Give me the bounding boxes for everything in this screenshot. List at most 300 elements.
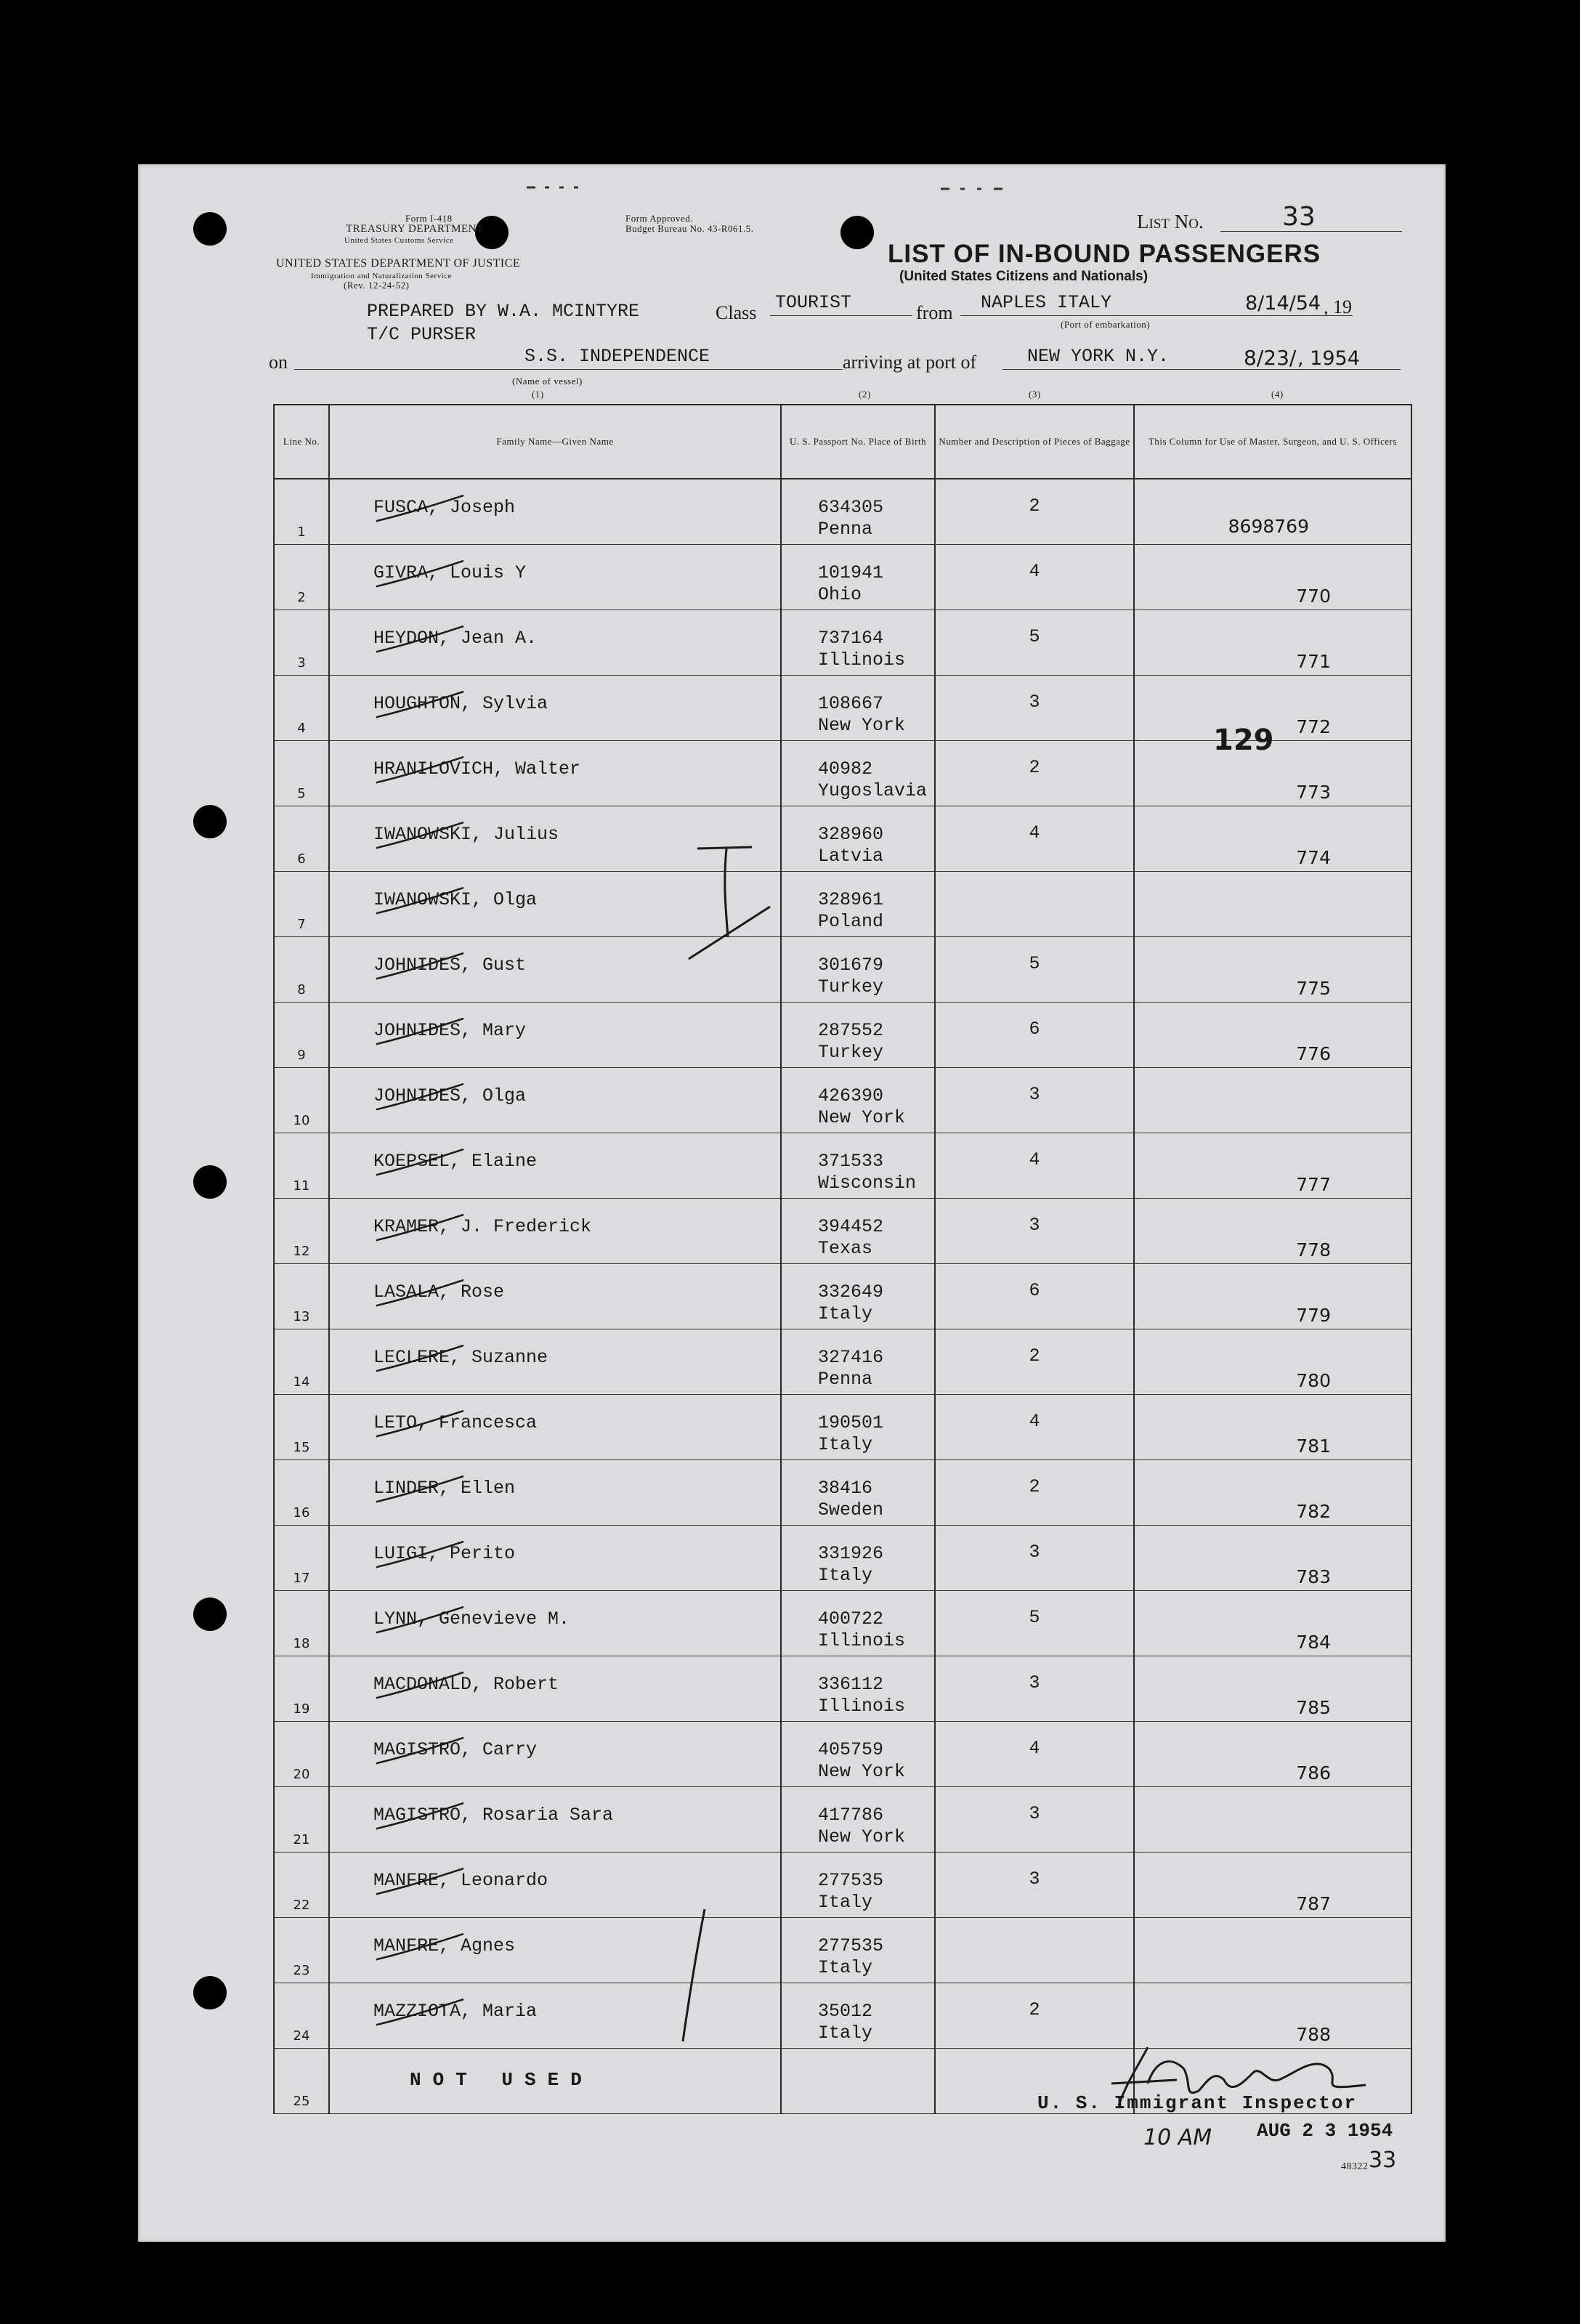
birth-place: New York — [818, 1761, 906, 1782]
officers-cell — [1134, 1722, 1411, 1787]
sheet-page: 33 — [1369, 2147, 1397, 2173]
check-mark — [376, 1991, 543, 2034]
table-row — [274, 1591, 1411, 1656]
passport-cell — [781, 1264, 935, 1329]
passport-number: 634305 — [818, 497, 884, 518]
rule — [294, 369, 843, 370]
officer-number: 772 — [1296, 716, 1331, 737]
passenger-name: IWANOWSKI, Julius — [373, 824, 559, 845]
passenger-name: MAZZIOTA, Maria — [373, 2001, 538, 2022]
birth-place: Latvia — [818, 846, 884, 867]
table-row — [274, 1329, 1411, 1395]
table-row — [274, 1068, 1411, 1133]
officer-number: 784 — [1296, 1632, 1331, 1653]
passport-cell — [781, 1199, 935, 1264]
officer-number: 783 — [1296, 1566, 1331, 1587]
passport-cell — [781, 676, 935, 741]
revision: (Rev. 12-24-52) — [344, 280, 410, 291]
on-label: on — [269, 352, 288, 373]
customs-service: United States Customs Service — [344, 236, 454, 245]
passport-cell — [781, 1656, 935, 1722]
line-number: 22 — [293, 1898, 310, 1913]
officers-cell — [1134, 1656, 1411, 1722]
table-row — [274, 1787, 1411, 1853]
check-mark — [376, 1925, 543, 1969]
birth-place: Italy — [818, 2023, 873, 2044]
passenger-name: KOEPSEL, Elaine — [373, 1151, 538, 1172]
officers-cell — [1134, 806, 1411, 872]
passport-number: 400722 — [818, 1608, 884, 1629]
passenger-name: HEYDON, Jean A. — [373, 628, 538, 649]
passport-cell — [781, 1133, 935, 1199]
line-number: 8 — [297, 982, 306, 997]
line-number: 25 — [293, 2094, 310, 2109]
baggage-cell — [935, 1722, 1134, 1787]
passport-number: 190501 — [818, 1412, 884, 1433]
birth-place: Italy — [818, 1303, 873, 1324]
baggage-cell — [935, 610, 1134, 676]
line-number: 23 — [293, 1963, 310, 1978]
passport-cell — [781, 1460, 935, 1526]
officer-number: 779 — [1296, 1305, 1331, 1326]
name-cell — [329, 1460, 781, 1526]
baggage-count: 2 — [1029, 1476, 1040, 1497]
table-row — [274, 1133, 1411, 1199]
baggage-count: 3 — [1029, 1868, 1040, 1890]
passport-cell — [781, 1787, 935, 1853]
baggage-count: 3 — [1029, 1803, 1040, 1824]
birth-place: Turkey — [818, 976, 884, 997]
passport-cell — [781, 1395, 935, 1460]
list-no-value: 33 — [1282, 202, 1316, 232]
passport-block — [818, 497, 883, 540]
table-row — [274, 1853, 1411, 1918]
officers-cell — [1134, 479, 1411, 545]
check-mark — [376, 1794, 543, 1838]
baggage-count: 3 — [1029, 692, 1040, 713]
form-number: Form I-418 — [405, 213, 453, 224]
table-row — [274, 937, 1411, 1003]
baggage-cell — [935, 1918, 1134, 1983]
name-cell — [329, 1264, 781, 1329]
passport-block — [818, 1674, 905, 1717]
check-mark — [376, 748, 543, 792]
passport-block — [818, 824, 883, 867]
officer-number: 782 — [1296, 1501, 1331, 1522]
sheet-code: 48322 — [1341, 2161, 1369, 2172]
punch-hole — [193, 1598, 227, 1631]
line-cell — [274, 937, 329, 1003]
officer-number: 777 — [1296, 1174, 1331, 1195]
check-mark — [376, 1598, 543, 1642]
passport-number: 287552 — [818, 1020, 884, 1041]
baggage-cell — [935, 1199, 1134, 1264]
department-top: TREASURY DEPARTMENT — [346, 223, 484, 235]
line-cell — [274, 1133, 329, 1199]
line-cell — [274, 1068, 329, 1133]
officers-cell — [1134, 1329, 1411, 1395]
officer-number: 787 — [1296, 1893, 1331, 1914]
col-officers-header: This Column for Use of Master, Surgeon, and U. S. Officers — [1134, 405, 1411, 479]
officer-number: 770 — [1296, 586, 1331, 607]
line-number: 19 — [293, 1701, 310, 1717]
passport-number: 301679 — [818, 955, 884, 976]
officer-number: 781 — [1296, 1436, 1331, 1457]
baggage-cell — [935, 1395, 1134, 1460]
passport-number: 101941 — [818, 562, 884, 583]
check-mark — [376, 944, 543, 988]
check-mark — [376, 618, 543, 661]
passport-cell — [781, 741, 935, 806]
table-header-row — [274, 405, 1411, 479]
line-number: 16 — [293, 1505, 310, 1521]
page-title: LIST OF IN-BOUND PASSENGERS — [888, 240, 1321, 268]
passport-number: 328961 — [818, 889, 884, 910]
passport-cell — [781, 1983, 935, 2049]
passport-block — [818, 1608, 905, 1652]
line-cell — [274, 1395, 329, 1460]
table-row — [274, 1395, 1411, 1460]
passenger-name: IWANOWSKI, Olga — [373, 889, 538, 910]
punch-hole — [193, 805, 227, 838]
line-cell — [274, 1264, 329, 1329]
passport-number: 332649 — [818, 1282, 884, 1303]
baggage-cell — [935, 1983, 1134, 2049]
officers-cell — [1134, 1395, 1411, 1460]
arrival-year: , 1954 — [1297, 347, 1360, 370]
baggage-count: 4 — [1029, 1738, 1040, 1759]
passport-cell — [781, 1918, 935, 1983]
check-mark — [376, 1729, 543, 1773]
officers-cell — [1134, 872, 1411, 937]
passenger-name: LUIGI, Perito — [373, 1543, 516, 1564]
line-cell — [274, 1329, 329, 1395]
purser: T/C PURSER — [367, 324, 477, 345]
baggage-cell — [935, 1133, 1134, 1199]
line-cell — [274, 1003, 329, 1068]
line-number: 3 — [297, 655, 306, 671]
check-mark — [376, 1467, 543, 1511]
name-cell — [329, 2049, 781, 2114]
passport-number: 328960 — [818, 824, 884, 845]
officer-number: 780 — [1296, 1370, 1331, 1391]
check-mark — [376, 1860, 543, 1903]
table-row — [274, 1918, 1411, 1983]
birth-place: Ohio — [818, 584, 862, 605]
passport-cell — [781, 1329, 935, 1395]
line-cell — [274, 1918, 329, 1983]
passport-block — [818, 1805, 905, 1848]
line-cell — [274, 676, 329, 741]
table-row — [274, 610, 1411, 676]
passenger-table — [273, 404, 1412, 2114]
name-cell — [329, 1656, 781, 1722]
check-mark — [376, 552, 543, 596]
passport-number: 426390 — [818, 1085, 884, 1106]
check-mark — [376, 879, 543, 923]
birth-place: Illinois — [818, 649, 906, 671]
name-cell — [329, 1918, 781, 1983]
baggage-count: 2 — [1029, 757, 1040, 778]
birth-place: Turkey — [818, 1042, 884, 1063]
table-row — [274, 1526, 1411, 1591]
name-cell — [329, 1395, 781, 1460]
baggage-count: 2 — [1029, 1999, 1040, 2020]
officers-cell — [1134, 1133, 1411, 1199]
officer-number: 774 — [1296, 847, 1331, 868]
officers-cell — [1134, 1003, 1411, 1068]
passport-block — [818, 2001, 872, 2044]
baggage-count: 2 — [1029, 1345, 1040, 1367]
year-prefix: , 19 — [1324, 296, 1352, 317]
passport-block — [818, 1478, 883, 1521]
officer-number: 776 — [1296, 1043, 1331, 1064]
passport-cell — [781, 479, 935, 545]
inspector-signature — [1097, 2040, 1373, 2120]
line-number: 1 — [297, 525, 306, 540]
officers-cell — [1134, 1591, 1411, 1656]
passport-cell — [781, 1068, 935, 1133]
passenger-name: GIVRA, Louis Y — [373, 562, 527, 583]
passport-block — [818, 1216, 883, 1260]
baggage-cell — [935, 1853, 1134, 1918]
vessel-caption: (Name of vessel) — [512, 376, 583, 386]
col-marker-2: (2) — [859, 389, 871, 400]
passenger-name: LINDER, Ellen — [373, 1478, 516, 1499]
passport-block — [818, 1347, 883, 1390]
passport-block — [818, 1870, 883, 1914]
name-cell — [329, 676, 781, 741]
passport-number: 35012 — [818, 2001, 873, 2022]
baggage-cell — [935, 806, 1134, 872]
baggage-cell — [935, 872, 1134, 937]
prepared-by: PREPARED BY W.A. MCINTYRE — [367, 301, 640, 322]
name-cell — [329, 479, 781, 545]
baggage-cell — [935, 676, 1134, 741]
name-cell — [329, 1526, 781, 1591]
birth-place: Penna — [818, 1369, 873, 1390]
check-mark — [376, 1533, 543, 1576]
baggage-cell — [935, 937, 1134, 1003]
officer-number: 775 — [1296, 978, 1331, 999]
passport-number: 331926 — [818, 1543, 884, 1564]
name-cell — [329, 1133, 781, 1199]
punch-hole — [193, 212, 227, 246]
baggage-cell — [935, 1003, 1134, 1068]
passport-cell — [781, 2049, 935, 2114]
dot-marks — [937, 183, 1017, 195]
passport-block — [818, 1282, 883, 1325]
table-row — [274, 479, 1411, 545]
birth-place: Italy — [818, 1892, 873, 1913]
col-name-header: Family Name—Given Name — [329, 405, 781, 479]
passport-block — [818, 693, 905, 737]
line-cell — [274, 2049, 329, 2114]
officers-cell — [1134, 937, 1411, 1003]
dot-marks — [523, 180, 596, 195]
col-marker-3: (3) — [1029, 389, 1041, 400]
passenger-name: JOHNIDES, Olga — [373, 1085, 527, 1106]
passport-number: 108667 — [818, 693, 884, 714]
check-mark — [376, 814, 543, 857]
approval-line-2: Budget Bureau No. 43-R061.5. — [625, 223, 754, 234]
line-cell — [274, 1460, 329, 1526]
officers-cell — [1134, 545, 1411, 610]
check-mark — [376, 1271, 543, 1315]
rule — [960, 315, 1353, 316]
embark-date: 8/14/54 — [1245, 292, 1321, 315]
baggage-count: 3 — [1029, 1084, 1040, 1105]
line-number: 24 — [293, 2028, 310, 2044]
table-row — [274, 872, 1411, 937]
name-cell — [329, 1591, 781, 1656]
baggage-cell — [935, 1264, 1134, 1329]
inspection-time: 10 AM — [1143, 2125, 1212, 2150]
officer-number: 785 — [1296, 1697, 1331, 1718]
baggage-cell — [935, 1460, 1134, 1526]
baggage-count: 6 — [1029, 1019, 1040, 1040]
passenger-name: LYNN, Genevieve M. — [373, 1608, 570, 1629]
birth-place: Penna — [818, 519, 873, 540]
birth-place: New York — [818, 715, 906, 736]
passenger-name: LETO, Francesca — [373, 1412, 538, 1433]
passport-number: 277535 — [818, 1870, 884, 1891]
passport-block — [818, 1412, 883, 1456]
officer-number: 788 — [1296, 2024, 1331, 2045]
inspector-label: U. S. Immigrant Inspector — [1037, 2092, 1358, 2114]
passport-cell — [781, 806, 935, 872]
officers-cell — [1134, 1460, 1411, 1526]
passport-block — [818, 889, 883, 933]
name-cell — [329, 1003, 781, 1068]
line-number: 11 — [293, 1178, 310, 1194]
col-baggage-header: Number and Description of Pieces of Baggage — [935, 405, 1134, 479]
check-mark — [376, 487, 543, 530]
table-row — [274, 545, 1411, 610]
punch-hole — [193, 1165, 227, 1199]
line-number: 15 — [293, 1440, 310, 1455]
col-marker-4: (4) — [1271, 389, 1284, 400]
approval-line-1: Form Approved. — [625, 213, 693, 224]
line-cell — [274, 741, 329, 806]
line-cell — [274, 545, 329, 610]
line-number: 4 — [297, 721, 306, 736]
passport-number: 327416 — [818, 1347, 884, 1368]
officers-cell — [1134, 1068, 1411, 1133]
name-cell — [329, 1853, 781, 1918]
birth-place: Poland — [818, 911, 884, 932]
line-number: 6 — [297, 851, 306, 867]
passenger-name: MANFRE, Leonardo — [373, 1870, 548, 1891]
check-mark — [376, 1664, 543, 1707]
passport-cell — [781, 1722, 935, 1787]
passport-block — [818, 562, 883, 606]
passport-block — [818, 1739, 905, 1783]
passport-number: 417786 — [818, 1805, 884, 1826]
passport-number: 38416 — [818, 1478, 873, 1499]
punch-hole — [193, 1976, 227, 2009]
passport-number: 336112 — [818, 1674, 884, 1695]
table-row — [274, 1460, 1411, 1526]
class-value: TOURIST — [775, 292, 852, 313]
rule — [770, 315, 912, 316]
officers-cell — [1134, 610, 1411, 676]
birth-place: Texas — [818, 1238, 873, 1259]
line-cell — [274, 1591, 329, 1656]
passenger-name: LECLERE, Suzanne — [373, 1347, 548, 1368]
table-row — [274, 1983, 1411, 2049]
passenger-name: JOHNIDES, Gust — [373, 955, 527, 976]
line-number: 14 — [293, 1374, 310, 1390]
baggage-count: 6 — [1029, 1280, 1040, 1301]
line-number: 17 — [293, 1571, 310, 1586]
baggage-count: 3 — [1029, 1215, 1040, 1236]
officers-cell — [1134, 1264, 1411, 1329]
baggage-count: 4 — [1029, 1149, 1040, 1170]
birth-place: New York — [818, 1826, 906, 1847]
line-cell — [274, 1199, 329, 1264]
passport-cell — [781, 1591, 935, 1656]
passport-cell — [781, 545, 935, 610]
officer-number: 786 — [1296, 1762, 1331, 1784]
line-number: 13 — [293, 1309, 310, 1324]
baggage-count: 3 — [1029, 1672, 1040, 1693]
table-row — [274, 1003, 1411, 1068]
passenger-name: JOHNIDES, Mary — [373, 1020, 527, 1041]
check-mark — [376, 1206, 543, 1250]
birth-place: Illinois — [818, 1696, 906, 1717]
officers-cell — [1134, 1853, 1411, 1918]
birth-place: Italy — [818, 1957, 873, 1978]
passport-block — [818, 758, 927, 802]
passenger-name: LASALA, Rose — [373, 1282, 505, 1303]
birth-place: New York — [818, 1107, 906, 1128]
passport-number: 371533 — [818, 1151, 884, 1172]
line-number: 2 — [297, 590, 306, 605]
bracket-check — [683, 843, 777, 966]
baggage-count: 4 — [1029, 561, 1040, 582]
name-cell — [329, 1722, 781, 1787]
passport-number: 737164 — [818, 628, 884, 649]
punch-hole — [840, 216, 874, 249]
port-caption: (Port of embarkation) — [1061, 319, 1151, 330]
rule — [1220, 231, 1402, 232]
baggage-cell — [935, 479, 1134, 545]
baggage-cell — [935, 1526, 1134, 1591]
table-row — [274, 1264, 1411, 1329]
baggage-cell — [935, 741, 1134, 806]
passenger-name: MACDONALD, Robert — [373, 1674, 559, 1695]
check-mark — [376, 1337, 543, 1380]
birth-place: Illinois — [818, 1630, 906, 1651]
tally-number: 129 — [1213, 724, 1274, 757]
vessel-name: S.S. INDEPENDENCE — [524, 346, 710, 367]
passport-cell — [781, 610, 935, 676]
officers-cell — [1134, 1787, 1411, 1853]
baggage-count: 5 — [1029, 626, 1040, 647]
justice-dept: UNITED STATES DEPARTMENT OF JUSTICE — [276, 257, 521, 270]
line-cell — [274, 1656, 329, 1722]
passport-number: 40982 — [818, 758, 873, 780]
baggage-cell — [935, 545, 1134, 610]
table-row — [274, 1199, 1411, 1264]
officers-cell — [1134, 1983, 1411, 2049]
baggage-count: 4 — [1029, 1411, 1040, 1432]
baggage-count: 5 — [1029, 953, 1040, 974]
name-cell — [329, 1787, 781, 1853]
arrival-date: 8/23/ — [1244, 346, 1297, 370]
passport-block — [818, 1020, 883, 1064]
